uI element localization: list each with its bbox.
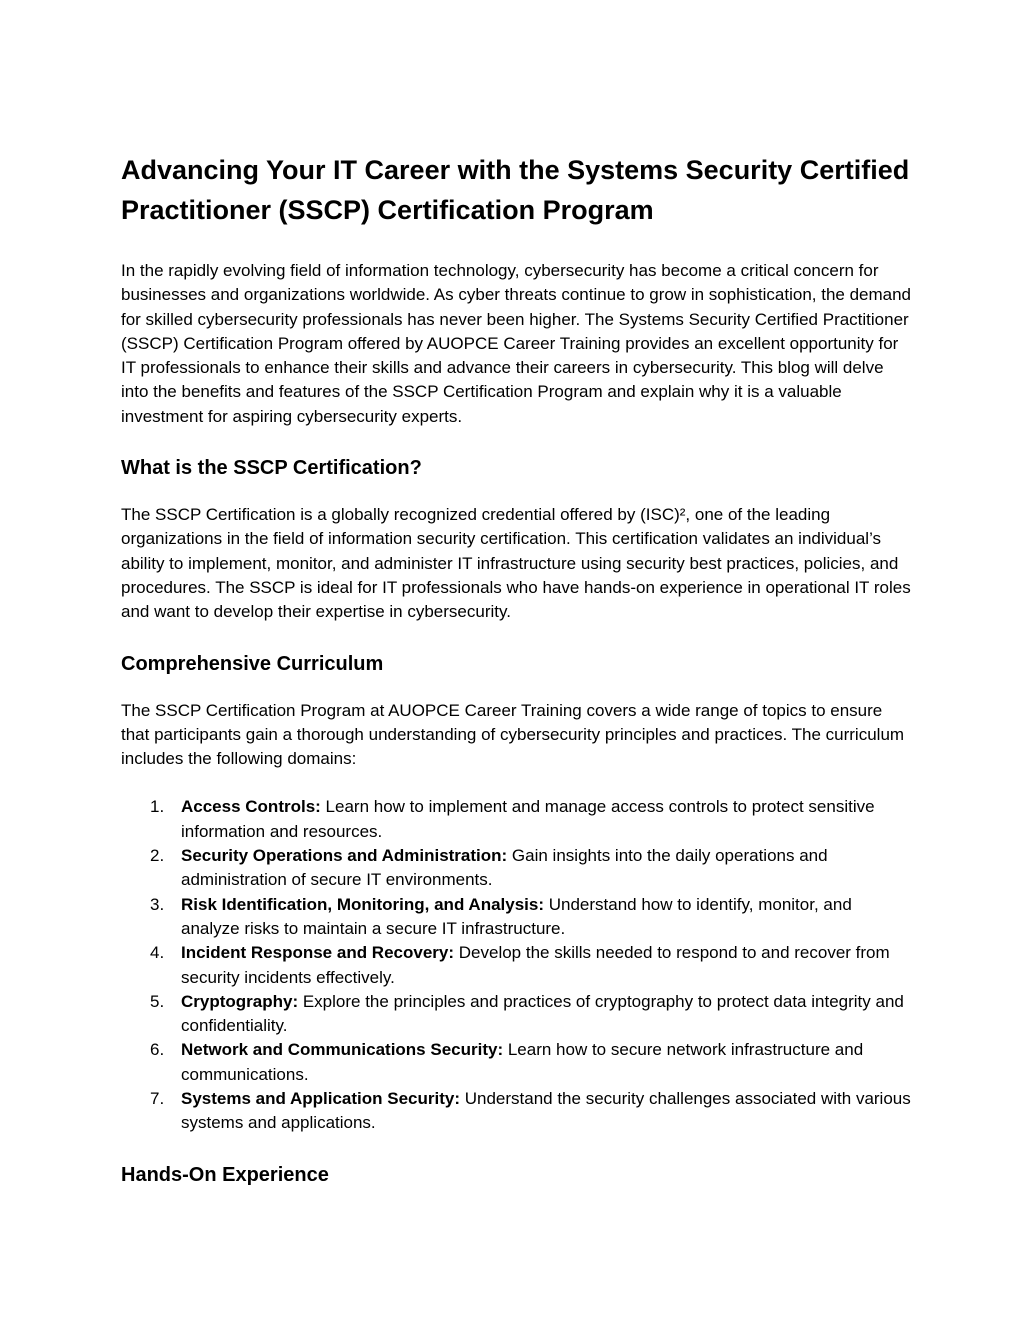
intro-paragraph: In the rapidly evolving field of information technology, cybersecurity has become a critical concern for businesses and organizations worldwide. As cyber threats continue to grow in sophistication, the demand for skilled cybersecurity professionals has never been higher. The Systems Security Certified Practitioner (SSCP) Certification Program offered by AUOPCE Career Training provides an excellent opportunity for IT professionals to enhance their skills and advance their careers in cybersecurity. This blog will delve into the benefits and features of the SSCP Certification Program and explain why it is a valuable investment for aspiring cybersecurity experts. [121, 261, 912, 426]
domain-term: Security Operations and Administration: [181, 846, 508, 866]
list-item [121, 844, 911, 893]
list-number: 3. [150, 894, 165, 914]
domain-term: Incident Response and Recovery: [181, 943, 455, 963]
section-heading-curriculum: Comprehensive Curriculum [121, 652, 384, 675]
list-number: 1. [150, 797, 165, 817]
list-number: 6. [150, 1040, 165, 1060]
section-heading-hands-on: Hands-On Experience [121, 1163, 329, 1186]
list-number: 2. [150, 846, 165, 866]
list-item [121, 893, 911, 942]
page-title: Advancing Your IT Career with the Systems Security Certified Practitioner (SSCP) Certification Program [121, 155, 910, 225]
domain-term: Access Controls: [181, 797, 321, 817]
domain-description: Learn how to implement and manage access controls to protect sensitive information and resources. [181, 797, 875, 841]
domain-term: Risk Identification, Monitoring, and Analysis: [181, 894, 545, 914]
domain-term: Cryptography: [181, 991, 299, 1011]
list-number: 5. [150, 991, 165, 1011]
list-item [121, 1087, 911, 1136]
section-heading-what: What is the SSCP Certification? [121, 457, 422, 480]
domain-description: Understand how to identify, monitor, and analyze risks to maintain a secure IT infrastructure. [181, 894, 852, 938]
domain-description: Learn how to secure network infrastructure and communications. [181, 1040, 864, 1084]
list-item [121, 795, 911, 844]
domain-term: Network and Communications Security: [181, 1040, 504, 1060]
domain-description: Explore the principles and practices of cryptography to protect data integrity and confidentiality. [181, 991, 904, 1036]
domain-term: Systems and Application Security: [181, 1089, 460, 1109]
document-page [121, 150, 911, 1189]
domain-list [121, 795, 911, 1135]
list-number: 7. [150, 1089, 165, 1109]
section-paragraph-what: The SSCP Certification is a globally recognized credential offered by (ISC)², one of the leading organizations in the field of information security certification. This certification validates an individual’s ability to implement, monitor, and administer IT infrastructure using security best practices, policies, and procedures. The SSCP is ideal for IT professionals who have hands-on experience in operational IT roles and want to develop their expertise in cybersecurity. [121, 505, 911, 622]
domain-description: Gain insights into the daily operations and administration of secure IT environments. [181, 846, 828, 890]
domain-description: Develop the skills needed to respond to and recover from security incidents effectively. [181, 943, 890, 987]
list-item [121, 1038, 911, 1087]
list-number: 4. [150, 943, 165, 963]
domain-description: Understand the security challenges associated with various systems and applications. [181, 1089, 911, 1133]
section-paragraph-curriculum: The SSCP Certification Program at AUOPCE Career Training covers a wide range of topics to ensure that participants gain a thorough understanding of cybersecurity principles and practices. The curriculum includes the following domains: [121, 700, 905, 769]
list-item [121, 941, 911, 990]
list-item [121, 990, 911, 1039]
